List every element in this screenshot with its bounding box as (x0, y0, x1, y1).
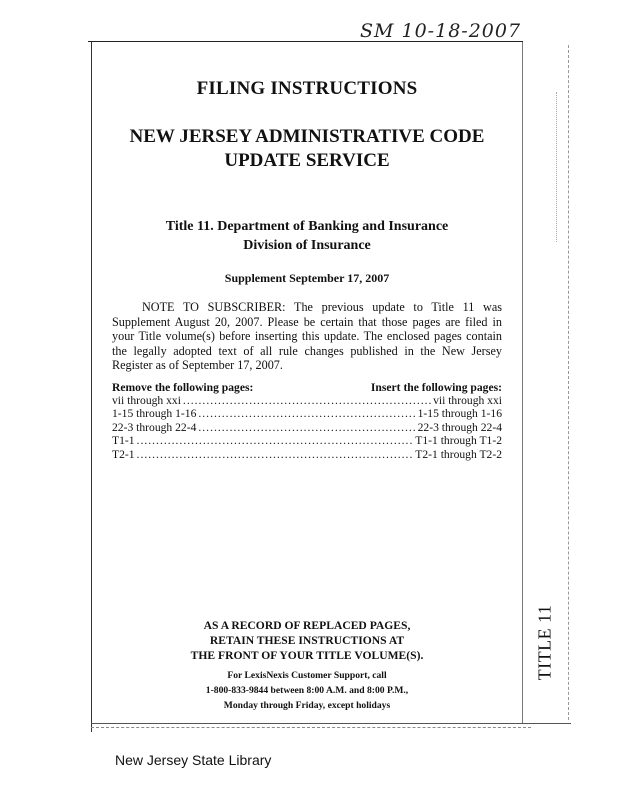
support-line1: For LexisNexis Customer Support, call (227, 670, 387, 681)
code-heading-line2: UPDATE SERVICE (224, 150, 390, 171)
insert-cell: vii through xxi (433, 393, 502, 407)
pages-table-header (112, 381, 502, 394)
spine-label: TITLE 11 (534, 604, 555, 680)
left-border (91, 42, 92, 732)
leader-dots (198, 421, 415, 435)
bottom-rule (91, 723, 571, 724)
remove-cell: T1-1 (112, 434, 135, 447)
record-notice (112, 618, 502, 663)
leader-dots (198, 407, 415, 421)
filing-instructions-heading: FILING INSTRUCTIONS (196, 78, 418, 99)
library-footer: New Jersey State Library (115, 752, 272, 768)
subscriber-note: NOTE TO SUBSCRIBER: The previous update to Title 11 was Supplement August 20, 2007. Please be certain that those pages are filed in your Title volume(s) before inserting this update. The enclosed pages contain the legally adopted text of all rule changes published in the New Jersey Register as of September 17, 2007. (112, 300, 502, 372)
pages-table (112, 381, 502, 462)
leader-dots (137, 434, 414, 448)
handwritten-annotation: SM 10-18-2007 (360, 20, 522, 42)
record-notice-line1: AS A RECORD OF REPLACED PAGES, (203, 619, 411, 632)
leader-dots (183, 394, 431, 408)
insert-header: Insert the following pages: (370, 380, 502, 394)
table-row (112, 434, 502, 448)
spine-tab (532, 597, 558, 687)
instructions-body (112, 78, 502, 461)
support-line2: 1-800-833-9844 between 8:00 A.M. and 8:00 P.M., (205, 685, 409, 696)
leader-dots (137, 448, 414, 462)
title-block (112, 217, 502, 255)
remove-cell: 1-15 through 1-16 (112, 407, 197, 420)
insert-cell: T1-1 through T1-2 (415, 434, 502, 447)
customer-support-notice (112, 668, 502, 713)
top-rule (88, 41, 523, 42)
remove-cell: 22-3 through 22-4 (112, 420, 197, 434)
bottom-rule-dashed (91, 727, 531, 728)
table-row (112, 394, 502, 408)
table-row (112, 407, 502, 421)
remove-cell: vii through xxi (112, 393, 181, 407)
title-line: Title 11. Department of Banking and Insurance (165, 219, 449, 234)
table-row (112, 448, 502, 462)
insert-cell: T2-1 through T2-2 (415, 447, 502, 461)
remove-header: Remove the following pages: (112, 380, 254, 394)
code-heading-line1: NEW JERSEY ADMINISTRATIVE CODE (129, 126, 485, 147)
division-line: Division of Insurance (243, 238, 371, 253)
table-row (112, 421, 502, 435)
record-notice-line2: RETAIN THESE INSTRUCTIONS AT (209, 634, 405, 647)
support-line3: Monday through Friday, except holidays (223, 700, 391, 711)
page-edge-mark (556, 92, 569, 242)
insert-cell: 22-3 through 22-4 (417, 420, 502, 434)
code-heading (112, 125, 502, 173)
insert-cell: 1-15 through 1-16 (417, 407, 502, 420)
record-notice-line3: THE FRONT OF YOUR TITLE VOLUME(S). (190, 649, 424, 662)
right-border (522, 42, 523, 724)
remove-cell: T2-1 (112, 447, 135, 461)
supplement-date: Supplement September 17, 2007 (224, 271, 390, 285)
